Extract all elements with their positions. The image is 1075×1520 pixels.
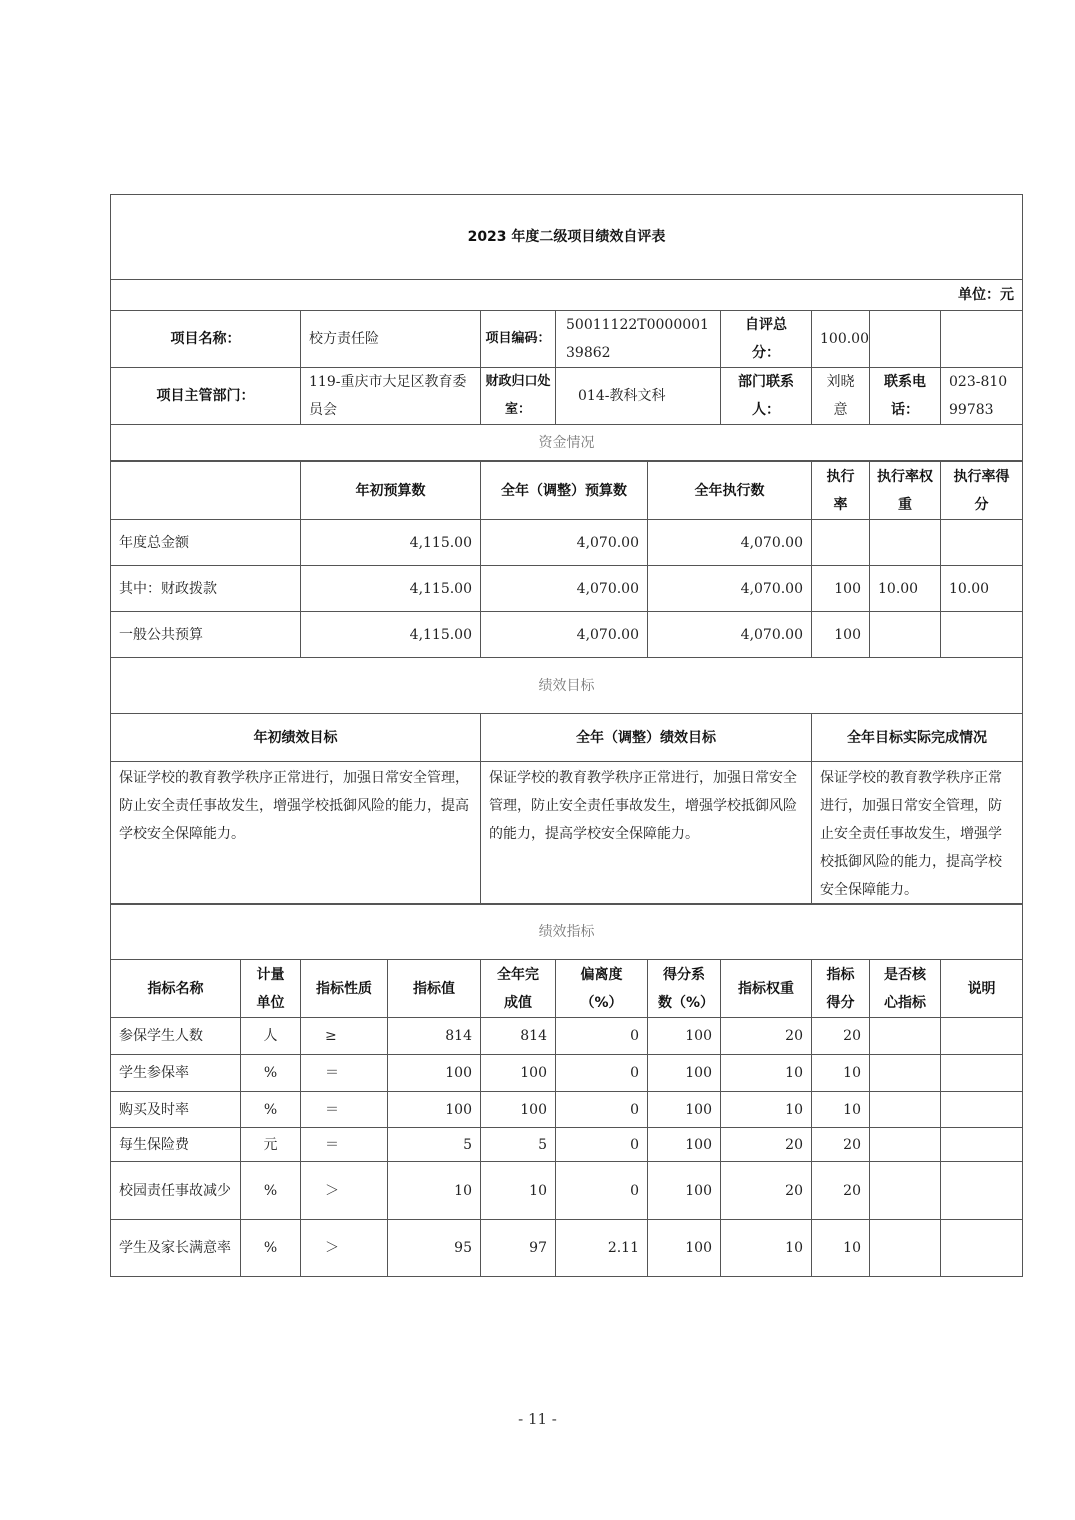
- ind-coef: 100: [648, 1018, 721, 1055]
- ind-note: [941, 1220, 1023, 1277]
- ind-name: 每生保险费: [111, 1128, 241, 1162]
- ind-weight: 20: [721, 1128, 812, 1162]
- ind-actual: 97: [481, 1220, 556, 1277]
- funds-header-rate: 执行率: [812, 462, 870, 520]
- funds-row-label: 一般公共预算: [111, 612, 301, 658]
- table-row: [111, 1162, 1023, 1220]
- ind-header-score: 指标得分: [812, 960, 870, 1018]
- performance-table: [110, 194, 1023, 461]
- ind-nature: ＝: [301, 1055, 388, 1092]
- funds-section-title: 资金情况: [111, 425, 1023, 461]
- self-score-value: 100.00: [812, 311, 870, 368]
- ind-weight: 20: [721, 1162, 812, 1220]
- ind-coef: 100: [648, 1128, 721, 1162]
- ind-header-coef: 得分系数（%）: [648, 960, 721, 1018]
- ind-deviation: 0: [556, 1128, 648, 1162]
- goals-table: [110, 657, 1023, 905]
- ind-target: 100: [388, 1055, 481, 1092]
- contact-label: 部门联系人：: [721, 368, 812, 425]
- ind-deviation: 0: [556, 1055, 648, 1092]
- ind-coef: 100: [648, 1092, 721, 1128]
- goals-header-adjusted: 全年（调整）绩效目标: [481, 714, 812, 762]
- ind-header-unit: 计量单位: [241, 960, 301, 1018]
- ind-header-target: 指标值: [388, 960, 481, 1018]
- ind-target: 5: [388, 1128, 481, 1162]
- ind-unit: %: [241, 1055, 301, 1092]
- ind-header-note: 说明: [941, 960, 1023, 1018]
- unit-label: 单位：元: [111, 280, 1023, 311]
- ind-name: 购买及时率: [111, 1092, 241, 1128]
- ind-core: [870, 1055, 941, 1092]
- goals-adjusted-text: 保证学校的教育教学秩序正常进行，加强日常安全管理，防止安全责任事故发生，增强学校抵御风险的能力，提高学校安全保障能力。: [481, 762, 812, 905]
- ind-header-core: 是否核心指标: [870, 960, 941, 1018]
- goals-initial-text: 保证学校的教育教学秩序正常进行，加强日常安全管理，防止安全责任事故发生，增强学校抵御风险的能力，提高学校安全保障能力。: [111, 762, 481, 905]
- funds-row-score: [941, 520, 1023, 566]
- ind-weight: 10: [721, 1055, 812, 1092]
- ind-nature: ＝: [301, 1128, 388, 1162]
- ind-nature: ≥: [301, 1018, 388, 1055]
- ind-header-weight: 指标权重: [721, 960, 812, 1018]
- finance-office-value: 014-教科文科: [556, 368, 721, 425]
- self-score-label: 自评总分：: [721, 311, 812, 368]
- project-code-label: 项目编码：: [481, 311, 556, 368]
- funds-row-adjusted: 4,070.00: [481, 520, 648, 566]
- ind-actual: 5: [481, 1128, 556, 1162]
- ind-nature: ＝: [301, 1092, 388, 1128]
- funds-row-score: 10.00: [941, 566, 1023, 612]
- table-row: [111, 1128, 1023, 1162]
- ind-core: [870, 1128, 941, 1162]
- ind-nature: ＞: [301, 1220, 388, 1277]
- ind-core: [870, 1018, 941, 1055]
- funds-row-adjusted: 4,070.00: [481, 566, 648, 612]
- goals-header-actual: 全年目标实际完成情况: [812, 714, 1023, 762]
- ind-note: [941, 1092, 1023, 1128]
- contact-value: 刘晓意: [812, 368, 870, 425]
- ind-actual: 814: [481, 1018, 556, 1055]
- table-row: [111, 1055, 1023, 1092]
- ind-note: [941, 1055, 1023, 1092]
- phone-label: 联系电话：: [870, 368, 941, 425]
- table-row: [111, 1220, 1023, 1277]
- dept-value: 119-重庆市大足区教育委员会: [301, 368, 481, 425]
- funds-row-executed: 4,070.00: [648, 612, 812, 658]
- ind-note: [941, 1018, 1023, 1055]
- ind-coef: 100: [648, 1055, 721, 1092]
- funds-header-weight: 执行率权重: [870, 462, 941, 520]
- funds-header-initial: 年初预算数: [301, 462, 481, 520]
- ind-deviation: 0: [556, 1162, 648, 1220]
- ind-header-name: 指标名称: [111, 960, 241, 1018]
- ind-coef: 100: [648, 1162, 721, 1220]
- ind-target: 10: [388, 1162, 481, 1220]
- ind-target: 95: [388, 1220, 481, 1277]
- funds-row-label: 其中：财政拨款: [111, 566, 301, 612]
- ind-score: 20: [812, 1018, 870, 1055]
- ind-target: 814: [388, 1018, 481, 1055]
- table-row: [111, 1092, 1023, 1128]
- ind-actual: 10: [481, 1162, 556, 1220]
- phone-value: 023-81099783: [941, 368, 1023, 425]
- table-row: [111, 1018, 1023, 1055]
- table-row: [111, 612, 1023, 658]
- ind-unit: 人: [241, 1018, 301, 1055]
- ind-unit: %: [241, 1162, 301, 1220]
- ind-weight: 10: [721, 1092, 812, 1128]
- funds-header-executed: 全年执行数: [648, 462, 812, 520]
- funds-header-adjusted: 全年（调整）预算数: [481, 462, 648, 520]
- ind-core: [870, 1220, 941, 1277]
- funds-row-score: [941, 612, 1023, 658]
- ind-score: 10: [812, 1092, 870, 1128]
- project-code-value: 50011122T000000139862: [556, 311, 721, 368]
- funds-row-executed: 4,070.00: [648, 520, 812, 566]
- ind-score: 20: [812, 1162, 870, 1220]
- table-row: [111, 520, 1023, 566]
- ind-actual: 100: [481, 1055, 556, 1092]
- ind-core: [870, 1162, 941, 1220]
- ind-target: 100: [388, 1092, 481, 1128]
- ind-unit: %: [241, 1220, 301, 1277]
- ind-name: 参保学生人数: [111, 1018, 241, 1055]
- goals-section-title: 绩效目标: [111, 658, 1023, 714]
- ind-core: [870, 1092, 941, 1128]
- ind-deviation: 2.11: [556, 1220, 648, 1277]
- goals-actual-text: 保证学校的教育教学秩序正常进行，加强日常安全管理，防止安全责任事故发生，增强学校抵御风险的能力，提高学校安全保障能力。: [812, 762, 1023, 905]
- funds-row-weight: [870, 520, 941, 566]
- dept-label: 项目主管部门：: [111, 368, 301, 425]
- funds-row-initial: 4,115.00: [301, 566, 481, 612]
- ind-deviation: 0: [556, 1092, 648, 1128]
- empty-cell: [870, 311, 941, 368]
- funds-row-initial: 4,115.00: [301, 612, 481, 658]
- ind-coef: 100: [648, 1220, 721, 1277]
- ind-note: [941, 1128, 1023, 1162]
- funds-row-executed: 4,070.00: [648, 566, 812, 612]
- funds-header-score: 执行率得分: [941, 462, 1023, 520]
- page-number: - 11 -: [518, 1410, 557, 1428]
- ind-name: 学生参保率: [111, 1055, 241, 1092]
- funds-row-adjusted: 4,070.00: [481, 612, 648, 658]
- funds-row-weight: [870, 612, 941, 658]
- ind-score: 10: [812, 1055, 870, 1092]
- table-row: [111, 566, 1023, 612]
- finance-office-label: 财政归口处室：: [481, 368, 556, 425]
- ind-nature: ＞: [301, 1162, 388, 1220]
- empty-cell: [941, 311, 1023, 368]
- empty-cell: [111, 462, 301, 520]
- funds-row-rate: 100: [812, 566, 870, 612]
- ind-header-deviation: 偏离度（%）: [556, 960, 648, 1018]
- ind-deviation: 0: [556, 1018, 648, 1055]
- ind-note: [941, 1162, 1023, 1220]
- ind-name: 校园责任事故减少: [111, 1162, 241, 1220]
- indicators-section-title: 绩效指标: [111, 904, 1023, 960]
- funds-row-rate: [812, 520, 870, 566]
- funds-row-label: 年度总金额: [111, 520, 301, 566]
- ind-header-actual: 全年完成值: [481, 960, 556, 1018]
- ind-score: 10: [812, 1220, 870, 1277]
- funds-row-weight: 10.00: [870, 566, 941, 612]
- funds-row-rate: 100: [812, 612, 870, 658]
- ind-unit: %: [241, 1092, 301, 1128]
- project-name-label: 项目名称：: [111, 311, 301, 368]
- ind-weight: 10: [721, 1220, 812, 1277]
- ind-unit: 元: [241, 1128, 301, 1162]
- ind-header-nature: 指标性质: [301, 960, 388, 1018]
- ind-actual: 100: [481, 1092, 556, 1128]
- funds-row-initial: 4,115.00: [301, 520, 481, 566]
- ind-weight: 20: [721, 1018, 812, 1055]
- funds-table: [110, 461, 1023, 658]
- page-title: 2023 年度二级项目绩效自评表: [111, 195, 1023, 280]
- ind-score: 20: [812, 1128, 870, 1162]
- ind-name: 学生及家长满意率: [111, 1220, 241, 1277]
- project-name-value: 校方责任险: [301, 311, 481, 368]
- indicators-table: [110, 903, 1023, 1277]
- goals-header-initial: 年初绩效目标: [111, 714, 481, 762]
